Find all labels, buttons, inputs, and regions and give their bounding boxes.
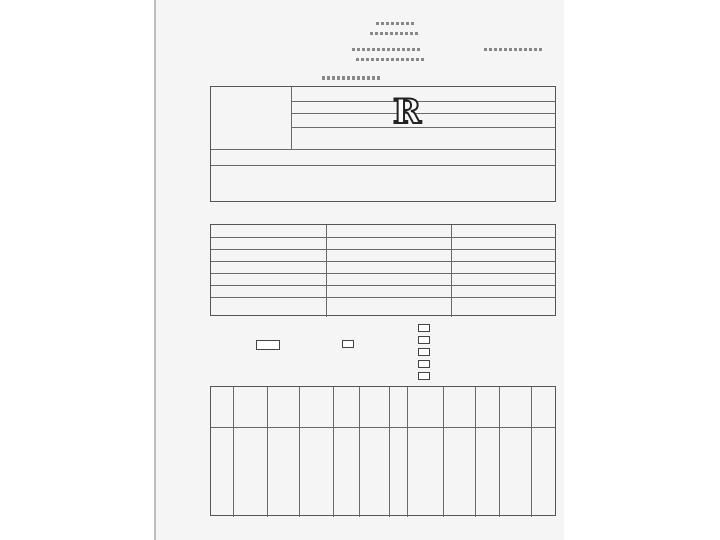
checkbox[interactable] bbox=[418, 348, 430, 356]
checkbox[interactable] bbox=[418, 360, 430, 368]
checkbox[interactable] bbox=[418, 372, 430, 380]
personal-info-box bbox=[210, 86, 556, 202]
checkbox[interactable] bbox=[256, 340, 280, 350]
form-page bbox=[156, 0, 564, 540]
header-line-4 bbox=[356, 58, 426, 61]
header-line-1 bbox=[376, 22, 416, 25]
checkbox[interactable] bbox=[418, 324, 430, 332]
header-line-5 bbox=[484, 48, 544, 51]
checkbox[interactable] bbox=[418, 336, 430, 344]
form-title bbox=[322, 76, 380, 80]
header-line-2 bbox=[370, 32, 420, 35]
previous-pregnancies-table bbox=[210, 386, 556, 516]
checkbox[interactable] bbox=[342, 340, 354, 348]
history-table bbox=[210, 224, 556, 316]
header-line-3 bbox=[352, 48, 422, 51]
r-logo: R bbox=[392, 92, 422, 132]
